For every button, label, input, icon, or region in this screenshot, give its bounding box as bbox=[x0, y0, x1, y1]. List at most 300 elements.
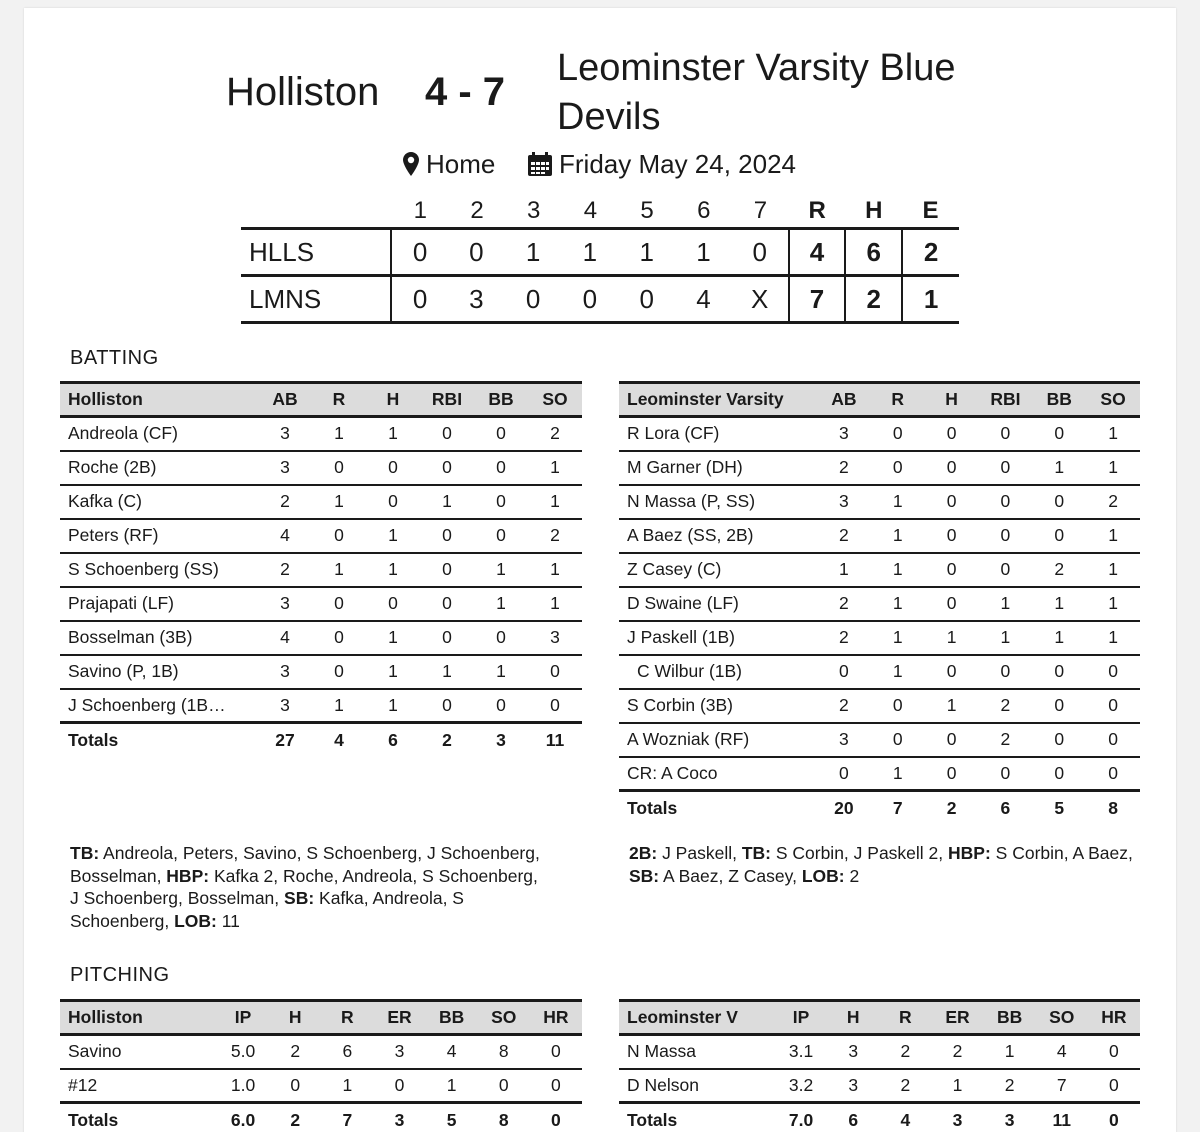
stat-cell: 1 bbox=[925, 621, 979, 655]
stat-cell: 1 bbox=[1032, 587, 1086, 621]
player-name: Savino (P, 1B) bbox=[60, 655, 258, 689]
final-score: 4 - 7 bbox=[425, 70, 506, 114]
player-row bbox=[60, 689, 582, 723]
stat-cell: 0 bbox=[474, 485, 528, 519]
stat-cell: 0 bbox=[978, 553, 1032, 587]
stat-cell: 0 bbox=[420, 417, 474, 451]
stat-cell: 1 bbox=[420, 485, 474, 519]
stat-cell: 2 bbox=[879, 1035, 931, 1069]
note-text: 2 bbox=[844, 865, 860, 886]
home-team-name: Holliston bbox=[226, 70, 380, 114]
stat-cell: 0 bbox=[925, 553, 979, 587]
totals-cell: 0 bbox=[530, 1103, 582, 1132]
player-row bbox=[60, 553, 582, 587]
totals-cell: 6 bbox=[366, 723, 420, 757]
stat-cell: 3 bbox=[848, 1074, 859, 1095]
stat-cell: 0 bbox=[290, 1074, 301, 1095]
linescore-table bbox=[241, 227, 959, 324]
stat-cell: 2 bbox=[817, 451, 871, 485]
stat-header-row bbox=[619, 1001, 1140, 1035]
stat-cell: 2 bbox=[1086, 485, 1140, 519]
stat-cell: 1 bbox=[474, 587, 528, 621]
stat-column-header: BB bbox=[984, 1001, 1036, 1035]
stat-cell: 1 bbox=[1032, 621, 1086, 655]
note-text: S Corbin, J Paskell 2, bbox=[770, 843, 949, 863]
inning-score: 0 bbox=[618, 276, 675, 323]
note-label: LOB: bbox=[801, 865, 845, 886]
stat-cell: 1 bbox=[312, 417, 366, 451]
player-name: Peters (RF) bbox=[60, 519, 258, 553]
totals-row bbox=[619, 1103, 1140, 1132]
player-name: N Massa bbox=[619, 1035, 775, 1069]
player-row bbox=[619, 757, 1140, 791]
stat-cell: 1 bbox=[474, 655, 528, 689]
stat-cell: 1 bbox=[420, 655, 474, 689]
stat-column-header: IP bbox=[775, 1001, 827, 1035]
stat-cell: 1 bbox=[528, 485, 582, 519]
stat-cell: 0 bbox=[925, 451, 979, 485]
player-row bbox=[619, 587, 1140, 621]
stat-cell: 1 bbox=[892, 762, 903, 783]
note-label: HBP: bbox=[948, 843, 991, 863]
inning-score: 1 bbox=[618, 229, 675, 276]
stat-cell: 0 bbox=[366, 485, 420, 519]
stat-cell: 0 bbox=[925, 519, 979, 553]
stat-column-header: ER bbox=[373, 1001, 425, 1035]
player-name: Z Casey (C) bbox=[619, 553, 817, 587]
stat-cell: 1 bbox=[871, 519, 925, 553]
pitching-section-title: PITCHING bbox=[70, 964, 170, 986]
player-row bbox=[60, 1035, 582, 1069]
totals-cell: 5 bbox=[1032, 791, 1086, 825]
stat-cell: 0 bbox=[1000, 762, 1011, 783]
stat-cell: 0 bbox=[530, 1035, 582, 1069]
stat-cell: 2 bbox=[528, 519, 582, 553]
stat-header-row bbox=[619, 383, 1140, 417]
stat-cell: 2 bbox=[978, 723, 1032, 757]
totals-cell: 3 bbox=[984, 1103, 1036, 1132]
player-row bbox=[619, 485, 1140, 519]
stat-cell: 0 bbox=[978, 451, 1032, 485]
inning-label: 4 bbox=[583, 197, 598, 224]
inning-score: 1 bbox=[675, 229, 732, 276]
totals-cell: 2 bbox=[925, 791, 979, 825]
stat-cell: 3.2 bbox=[788, 1074, 814, 1095]
stat-cell: 0 bbox=[925, 723, 979, 757]
stat-cell: 0 bbox=[871, 417, 925, 451]
stat-cell: 3 bbox=[827, 1035, 879, 1069]
totals-label: Totals bbox=[619, 791, 817, 825]
stat-cell: 1.0 bbox=[230, 1074, 256, 1095]
stat-cell: 0 bbox=[420, 451, 474, 485]
stat-cell: 1 bbox=[978, 587, 1032, 621]
note-label: SB: bbox=[629, 865, 660, 886]
inning-score: 0 bbox=[391, 229, 448, 276]
totals-row bbox=[619, 791, 1140, 825]
player-name: S Schoenberg (SS) bbox=[60, 553, 258, 587]
stat-cell: 0 bbox=[1032, 485, 1086, 519]
batting-notes-leominster bbox=[629, 842, 1139, 887]
stat-cell: 0 bbox=[1032, 417, 1086, 451]
stat-cell: 0 bbox=[925, 485, 979, 519]
inning-score: 0 bbox=[562, 276, 619, 323]
inning-score: 0 bbox=[391, 276, 448, 323]
stat-cell: 2 bbox=[817, 689, 871, 723]
stat-cell: 0 bbox=[474, 519, 528, 553]
stat-cell: 0 bbox=[925, 417, 979, 451]
stat-column-header: HR bbox=[530, 1001, 582, 1035]
stat-cell: 4 bbox=[258, 519, 312, 553]
stat-cell: 0 bbox=[366, 451, 420, 485]
player-name: M Garner (DH) bbox=[619, 451, 817, 485]
note-label: LOB: bbox=[174, 910, 217, 931]
totals-cell: 4 bbox=[312, 723, 366, 757]
stat-cell: 5.0 bbox=[217, 1035, 269, 1069]
stat-column-header: R bbox=[879, 1001, 931, 1035]
stat-cell: 1 bbox=[925, 689, 979, 723]
team-column-header: Holliston bbox=[60, 383, 258, 417]
stat-cell: 1 bbox=[1086, 519, 1140, 553]
stat-cell: 1 bbox=[366, 553, 420, 587]
player-row bbox=[619, 1069, 1140, 1103]
inning-label: 6 bbox=[697, 197, 711, 224]
stat-cell: 1 bbox=[312, 553, 366, 587]
hits-total: 6 bbox=[845, 229, 902, 276]
player-row bbox=[619, 1035, 1140, 1069]
player-row bbox=[60, 1069, 582, 1103]
player-row bbox=[619, 519, 1140, 553]
player-row bbox=[619, 655, 1140, 689]
stat-cell: 0 bbox=[312, 621, 366, 655]
stat-cell: 1 bbox=[474, 553, 528, 587]
note-text: A Baez, Z Casey, bbox=[659, 865, 802, 886]
player-name: CR: A Coco bbox=[627, 762, 718, 783]
totals-label: Totals bbox=[60, 723, 258, 757]
runs-total: 7 bbox=[789, 276, 846, 323]
stat-cell: 0 bbox=[839, 762, 849, 783]
stat-cell: 3 bbox=[373, 1035, 425, 1069]
stat-cell: 1 bbox=[1032, 451, 1086, 485]
stat-cell: 1 bbox=[312, 485, 366, 519]
stat-cell: 1 bbox=[1086, 451, 1140, 485]
stat-cell: 3 bbox=[817, 485, 871, 519]
player-row bbox=[619, 451, 1140, 485]
stat-cell: 4 bbox=[426, 1035, 478, 1069]
inning-score: 0 bbox=[448, 229, 505, 276]
totals-cell: 4 bbox=[879, 1103, 931, 1132]
note-text: J Paskell, bbox=[657, 843, 742, 863]
stat-column-header: R bbox=[321, 1001, 373, 1035]
stat-header-row bbox=[60, 1001, 582, 1035]
stat-header-row bbox=[60, 383, 582, 417]
stat-column-header: SO bbox=[1036, 1001, 1088, 1035]
note-text: S Corbin, A Baez, bbox=[990, 843, 1133, 863]
stat-cell: 0 bbox=[528, 655, 582, 689]
stat-cell: 0 bbox=[1032, 723, 1086, 757]
stat-cell: 1 bbox=[388, 694, 398, 715]
player-row bbox=[619, 689, 1140, 723]
stat-column-header: AB bbox=[817, 383, 871, 417]
stat-column-header: SO bbox=[1086, 383, 1140, 417]
stat-cell: 1 bbox=[528, 451, 582, 485]
linescore-header bbox=[392, 196, 959, 226]
player-name: A Wozniak (RF) bbox=[619, 723, 817, 757]
stat-cell: 1 bbox=[952, 1074, 963, 1095]
stat-cell: 3 bbox=[258, 587, 312, 621]
totals-cell: 2 bbox=[269, 1103, 321, 1132]
totals-cell: 0 bbox=[1088, 1103, 1140, 1132]
stat-cell: 1 bbox=[817, 553, 871, 587]
totals-cell: 8 bbox=[478, 1103, 530, 1132]
note-label: TB: bbox=[70, 843, 100, 863]
player-name: D Swaine (LF) bbox=[619, 587, 817, 621]
stat-column-header: HR bbox=[1088, 1001, 1140, 1035]
stat-cell: 0 bbox=[474, 451, 528, 485]
stat-cell: 2 bbox=[931, 1035, 983, 1069]
stat-cell: 0 bbox=[1086, 689, 1140, 723]
player-row bbox=[619, 723, 1140, 757]
stat-cell: 1 bbox=[342, 1074, 353, 1095]
player-name: Andreola (CF) bbox=[60, 417, 258, 451]
batting-table-holliston bbox=[60, 381, 582, 757]
note-text: Andreola, Peters, Savino, S Schoenberg, J Schoenberg, Bosselman, bbox=[70, 843, 540, 886]
stat-column-header: BB bbox=[474, 383, 528, 417]
stat-cell: 0 bbox=[551, 1074, 561, 1095]
note-label: SB: bbox=[284, 888, 315, 908]
stat-cell: 2 bbox=[978, 689, 1032, 723]
totals-cell: 7 bbox=[321, 1103, 373, 1132]
totals-label: Totals bbox=[619, 1103, 775, 1132]
stat-cell: 2 bbox=[817, 587, 871, 621]
inning-score: 3 bbox=[448, 276, 505, 323]
team-column-header: Leominster V bbox=[619, 1001, 775, 1035]
player-name: A Baez (SS, 2B) bbox=[619, 519, 817, 553]
inning-score: 0 bbox=[505, 276, 562, 323]
batting-notes-holliston bbox=[70, 842, 540, 932]
totals-cell: 6.0 bbox=[217, 1103, 269, 1132]
date-label: Friday May 24, 2024 bbox=[559, 149, 797, 179]
stat-cell: 1 bbox=[528, 587, 582, 621]
totals-cell: 27 bbox=[258, 723, 312, 757]
stat-cell: 0 bbox=[925, 655, 979, 689]
stat-column-header: H bbox=[366, 383, 420, 417]
player-name: Roche (2B) bbox=[60, 451, 258, 485]
stat-cell: 1 bbox=[528, 553, 582, 587]
stat-cell: 2 bbox=[900, 1074, 911, 1095]
linescore-row bbox=[241, 276, 959, 323]
stat-cell: 1 bbox=[366, 621, 420, 655]
stat-cell: 1 bbox=[366, 655, 420, 689]
pitching-table-holliston bbox=[60, 999, 582, 1132]
inning-label: 1 bbox=[413, 197, 428, 224]
stat-cell: 0 bbox=[366, 587, 420, 621]
stat-column-header: IP bbox=[217, 1001, 269, 1035]
stat-cell: 2 bbox=[528, 417, 582, 451]
totals-label: Totals bbox=[60, 1103, 217, 1132]
player-row bbox=[619, 621, 1140, 655]
stat-cell: 0 bbox=[394, 1074, 405, 1095]
stat-cell: 0 bbox=[474, 417, 528, 451]
totals-cell: 2 bbox=[420, 723, 474, 757]
pitching-table-leominster bbox=[619, 999, 1140, 1132]
stat-cell: 0 bbox=[817, 655, 871, 689]
errors-total: 2 bbox=[902, 229, 959, 276]
stat-column-header: SO bbox=[528, 383, 582, 417]
stat-cell: 1 bbox=[1086, 553, 1140, 587]
totals-cell: 3 bbox=[931, 1103, 983, 1132]
totals-row bbox=[60, 723, 582, 757]
totals-cell: 11 bbox=[1036, 1103, 1088, 1132]
totals-cell: 6 bbox=[827, 1103, 879, 1132]
player-name: J Paskell (1B) bbox=[619, 621, 817, 655]
location-label: Home bbox=[426, 149, 496, 179]
player-row bbox=[60, 417, 582, 451]
inning-label: 3 bbox=[527, 197, 541, 224]
player-name: J Schoenberg (1B… bbox=[68, 694, 226, 715]
stat-cell: 7 bbox=[1056, 1074, 1067, 1095]
stat-cell: 2 bbox=[258, 485, 312, 519]
game-location bbox=[402, 148, 495, 180]
totals-row bbox=[60, 1103, 582, 1132]
player-row bbox=[619, 553, 1140, 587]
player-row bbox=[60, 451, 582, 485]
stat-cell: 3 bbox=[258, 655, 312, 689]
player-row bbox=[60, 485, 582, 519]
stat-cell: 0 bbox=[871, 689, 925, 723]
stat-cell: 0 bbox=[312, 587, 366, 621]
batting-section-title: BATTING bbox=[70, 347, 159, 369]
inning-score: X bbox=[732, 276, 789, 323]
player-row bbox=[619, 417, 1140, 451]
stat-cell: 0 bbox=[498, 1074, 509, 1095]
stat-cell: 3 bbox=[817, 723, 871, 757]
stat-column-header: H bbox=[925, 383, 979, 417]
stat-column-header: ER bbox=[931, 1001, 983, 1035]
stat-cell: 0 bbox=[1086, 723, 1140, 757]
totals-cell: 6 bbox=[978, 791, 1032, 825]
errors-label: E bbox=[922, 197, 939, 224]
linescore-row bbox=[241, 229, 959, 276]
stat-cell: 0 bbox=[420, 553, 474, 587]
stat-cell: 0 bbox=[871, 723, 925, 757]
stat-cell: 0 bbox=[312, 655, 366, 689]
stat-cell: 0 bbox=[550, 694, 560, 715]
stat-cell: 0 bbox=[1109, 1074, 1119, 1095]
stat-column-header: R bbox=[312, 383, 366, 417]
linescore-team: LMNS bbox=[241, 276, 391, 323]
stat-cell: 0 bbox=[1108, 762, 1118, 783]
player-name: Bosselman (3B) bbox=[60, 621, 258, 655]
stat-cell: 1 bbox=[871, 485, 925, 519]
stat-cell: 3 bbox=[528, 621, 582, 655]
player-name: C Wilbur (1B) bbox=[619, 655, 817, 689]
stat-cell: 0 bbox=[925, 587, 979, 621]
stat-cell: 0 bbox=[978, 519, 1032, 553]
stat-cell: 8 bbox=[478, 1035, 530, 1069]
note-label: 2B: bbox=[629, 843, 658, 863]
stat-cell: 2 bbox=[817, 621, 871, 655]
stat-cell: 1 bbox=[1086, 417, 1140, 451]
stat-column-header: AB bbox=[258, 383, 312, 417]
stat-cell: 3 bbox=[258, 417, 312, 451]
stat-cell: 4 bbox=[258, 621, 312, 655]
stat-cell: 1 bbox=[871, 553, 925, 587]
stat-cell: 6 bbox=[321, 1035, 373, 1069]
player-name: S Corbin (3B) bbox=[619, 689, 817, 723]
stat-cell: 0 bbox=[1032, 655, 1086, 689]
player-name: N Massa (P, SS) bbox=[619, 485, 817, 519]
player-name: #12 bbox=[68, 1074, 98, 1095]
totals-cell: 11 bbox=[528, 723, 582, 757]
away-team-name: Leominster Varsity Blue Devils bbox=[557, 47, 956, 138]
note-label: HBP: bbox=[166, 865, 210, 886]
player-name: R Lora (CF) bbox=[619, 417, 817, 451]
hits-total: 2 bbox=[845, 276, 902, 323]
stat-cell: 1 bbox=[446, 1074, 457, 1095]
player-name: D Nelson bbox=[627, 1074, 699, 1095]
stat-cell: 2 bbox=[258, 553, 312, 587]
player-name: Kafka (C) bbox=[60, 485, 258, 519]
stat-cell: 1 bbox=[871, 621, 925, 655]
inning-label: 5 bbox=[640, 197, 654, 224]
stat-column-header: H bbox=[827, 1001, 879, 1035]
stat-column-header: RBI bbox=[420, 383, 474, 417]
stat-cell: 0 bbox=[1088, 1035, 1140, 1069]
totals-cell: 3 bbox=[373, 1103, 425, 1132]
note-label: TB: bbox=[741, 843, 771, 863]
stat-column-header: RBI bbox=[978, 383, 1032, 417]
stat-cell: 0 bbox=[1032, 689, 1086, 723]
inning-score: 1 bbox=[562, 229, 619, 276]
stat-cell: 1 bbox=[978, 621, 1032, 655]
stat-cell: 0 bbox=[871, 451, 925, 485]
stat-cell: 2 bbox=[1004, 1074, 1015, 1095]
runs-total: 4 bbox=[789, 229, 846, 276]
stat-cell: 1 bbox=[1086, 621, 1140, 655]
player-row bbox=[60, 655, 582, 689]
stat-cell: 0 bbox=[978, 485, 1032, 519]
totals-cell: 20 bbox=[817, 791, 871, 825]
stat-cell: 3 bbox=[817, 417, 871, 451]
stat-cell: 0 bbox=[496, 694, 506, 715]
stat-column-header: BB bbox=[1032, 383, 1086, 417]
map-pin-icon bbox=[402, 151, 420, 177]
stat-cell: 0 bbox=[420, 621, 474, 655]
player-row bbox=[60, 587, 582, 621]
stat-cell: 3 bbox=[280, 694, 290, 715]
stat-cell: 1 bbox=[1086, 587, 1140, 621]
stat-cell: 4 bbox=[1036, 1035, 1088, 1069]
stat-cell: 0 bbox=[420, 587, 474, 621]
stat-cell: 2 bbox=[1032, 553, 1086, 587]
stat-cell: 1 bbox=[366, 417, 420, 451]
linescore-team: HLLS bbox=[241, 229, 391, 276]
stat-cell: 0 bbox=[1054, 762, 1065, 783]
stat-cell: 2 bbox=[817, 519, 871, 553]
player-name: Prajapati (LF) bbox=[60, 587, 258, 621]
totals-cell: 7.0 bbox=[775, 1103, 827, 1132]
inning-score: 0 bbox=[732, 229, 789, 276]
stat-cell: 3.1 bbox=[775, 1035, 827, 1069]
calendar-icon bbox=[527, 151, 553, 177]
note-text: Kafka, Andreola, S Schoenberg, bbox=[70, 888, 464, 931]
stat-cell: 0 bbox=[1086, 655, 1140, 689]
inning-label: 2 bbox=[470, 197, 484, 224]
stat-cell: 0 bbox=[946, 762, 957, 783]
inning-score: 1 bbox=[505, 229, 562, 276]
stat-column-header: SO bbox=[478, 1001, 530, 1035]
stat-cell: 0 bbox=[420, 519, 474, 553]
